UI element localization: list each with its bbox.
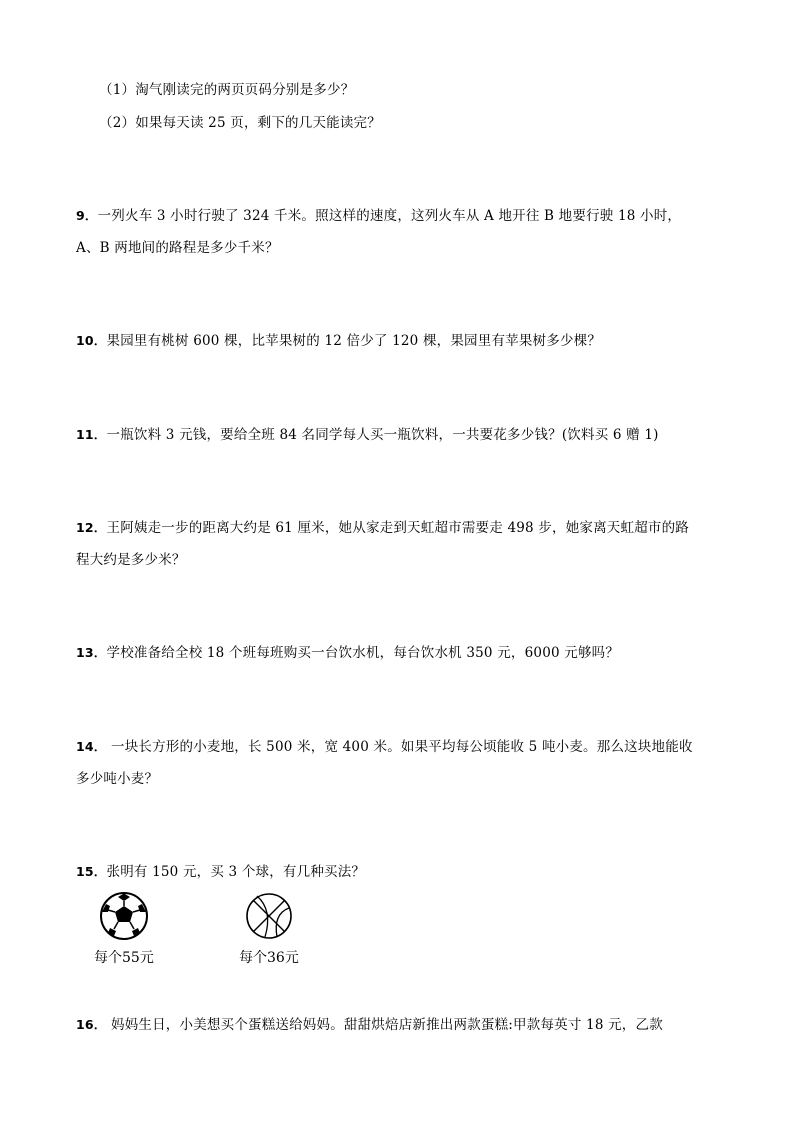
question-11 xyxy=(76,425,659,445)
question-number: 13． xyxy=(76,645,107,660)
question-text: 一块长方形的小麦地，长 500 米，宽 400 米。如果平均每公顷能收 5 吨小麦。那么这块地能收 xyxy=(106,739,693,755)
question-12-line-2: 程大约是多少米？ xyxy=(76,552,186,568)
question-text: 一瓶饮料 3 元钱，要给全班 84 名同学每人买一瓶饮料，一共要花多少钱？(饮料买 6 赠 1) xyxy=(106,427,659,443)
question-text: 妈妈生日，小美想买个蛋糕送给妈妈。甜甜烘焙店新推出两款蛋糕:甲款每英寸 18 元，乙款 xyxy=(106,1017,663,1033)
question-number: 10． xyxy=(76,333,107,348)
question-number: 15． xyxy=(76,864,107,879)
question-9-line-1 xyxy=(76,206,681,226)
question-text: 果园里有桃树 600 棵，比苹果树的 12 倍少了 120 棵，果园里有苹果树多少棵？ xyxy=(106,333,602,349)
q8-sub-question-2: （2）如果每天读 25 页，剩下的几天能读完？ xyxy=(99,115,381,131)
question-14-line-2: 多少吨小麦？ xyxy=(76,771,159,787)
question-text: 学校准备给全校 18 个班每班购买一台饮水机，每台饮水机 350 元，6000 元够吗？ xyxy=(106,645,620,661)
question-16 xyxy=(76,1015,663,1035)
question-number: 16． xyxy=(76,1017,107,1032)
soccer-ball-price: 每个55元 xyxy=(94,950,154,966)
question-text: 王阿姨走一步的距离大约是 61 厘米，她从家走到天虹超市需要走 498 步，她家离天虹超市的路 xyxy=(106,520,690,536)
question-text: 一列火车 3 小时行驶了 324 千米。照这样的速度，这列火车从 A 地开往 B 地要行驶 18 小时， xyxy=(97,208,682,224)
basketball-price: 每个36元 xyxy=(239,950,299,966)
question-10 xyxy=(76,331,601,351)
question-number: 9． xyxy=(76,208,98,223)
question-9-line-2: A、B 两地间的路程是多少千米？ xyxy=(76,240,279,256)
soccer-ball-item xyxy=(94,890,154,942)
question-text: 张明有 150 元，买 3 个球，有几种买法？ xyxy=(106,864,366,880)
basketball-icon xyxy=(243,890,295,942)
question-14-line-1 xyxy=(76,737,693,757)
question-13 xyxy=(76,643,619,663)
soccer-ball-icon xyxy=(98,890,150,942)
question-15 xyxy=(76,862,365,882)
q8-sub-question-1: （1）淘气刚读完的两页页码分别是多少？ xyxy=(99,82,355,98)
basketball-item xyxy=(239,890,299,942)
question-number: 11． xyxy=(76,427,107,442)
question-12-line-1 xyxy=(76,518,689,538)
question-number: 12． xyxy=(76,520,107,535)
question-number: 14． xyxy=(76,739,107,754)
